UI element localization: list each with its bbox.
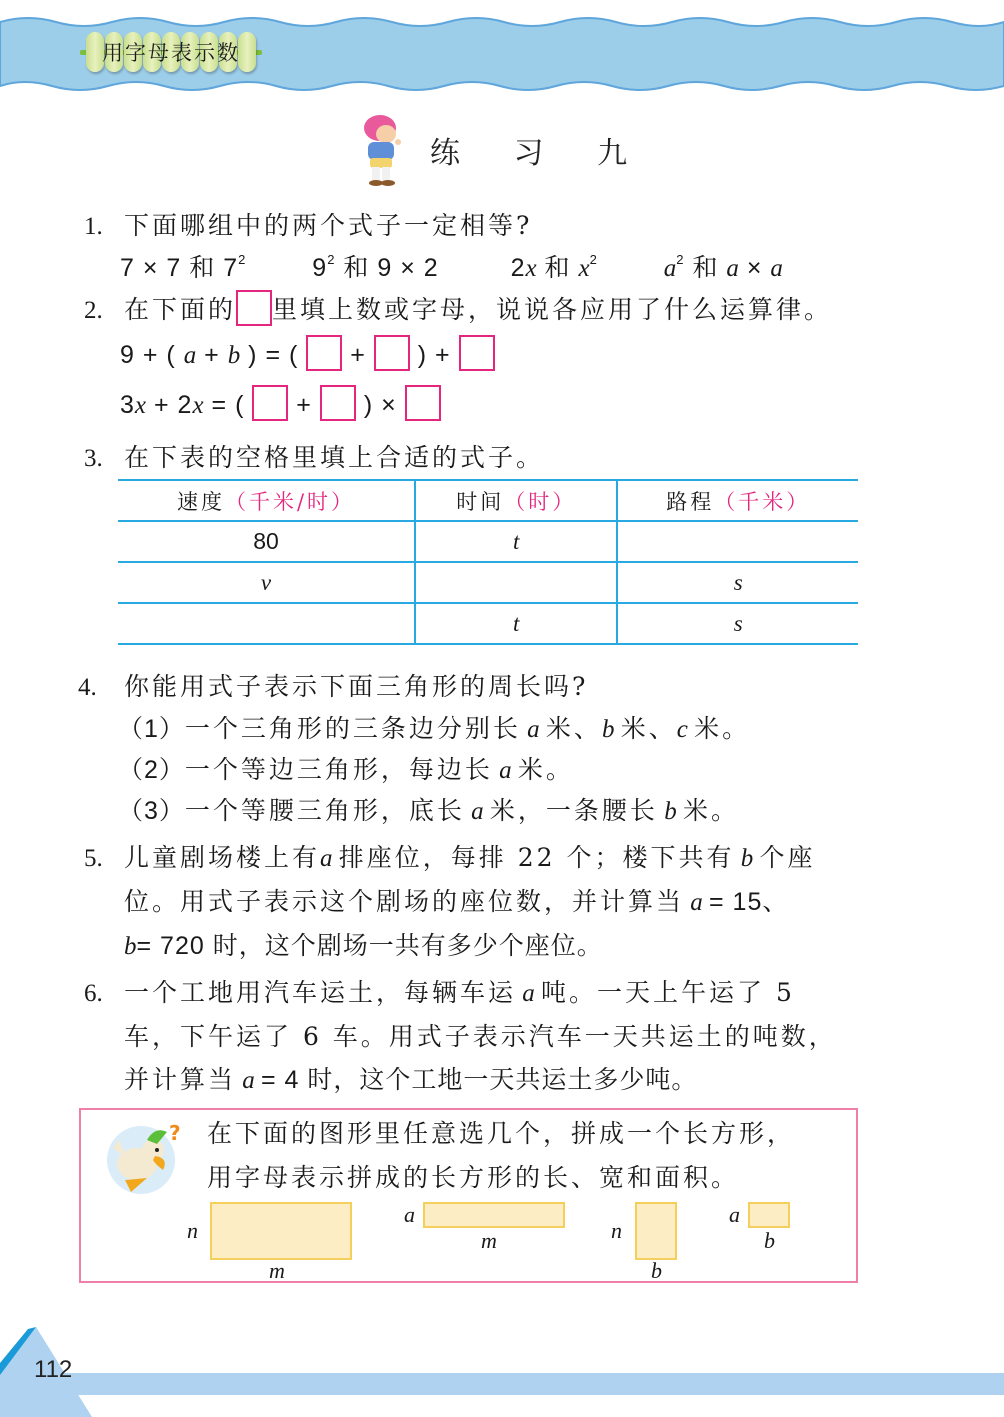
blank-box-input[interactable] [320,385,356,421]
girl-mascot-icon [360,112,404,188]
header-time: 时间（时） [415,480,617,521]
option-4: $a^2$ 和 a × a [663,252,783,282]
challenge-text-line-2: 用字母表示拼成的长方形的长、宽和面积。 [207,1163,740,1192]
option-1: 7 × 7 和 $7^2$ [120,252,247,282]
table-cell: s [617,603,858,644]
chapter-tag [80,32,262,72]
question-number: 2. [84,297,103,324]
blank-box-example [236,290,272,326]
shape-4-width-label: b [764,1228,775,1253]
challenge-box [79,1108,858,1283]
blank-box-input[interactable] [405,385,441,421]
option-2: $9^2$ 和 9 × 2 [312,252,439,282]
blank-box-input[interactable] [306,335,342,371]
exercise-title: 练 习 九 [430,136,650,171]
table-row [118,562,858,603]
question-6-line-2: 车，下午运了 6 车。用式子表示汽车一天共运土的吨数， [124,1022,837,1051]
blank-box-input[interactable] [459,335,495,371]
question-4 [78,667,588,703]
shape-rect-a-by-m[interactable] [423,1202,565,1228]
question-6-line-3: 并计算当 a = 4 时，这个工地一天共运土多少吨。 [124,1065,698,1094]
header-speed: 速度（千米/时） [118,480,415,521]
option-3: 2x 和 $x^2$ [510,252,598,282]
question-number: 3. [84,445,103,472]
header-distance: 路程（千米） [617,480,858,521]
question-text: 下面哪组中的两个式子一定相等? [124,211,533,240]
question-3 [84,438,544,474]
question-1-options [120,248,783,284]
svg-text:?: ? [169,1121,181,1145]
table-cell: 80 [118,521,415,562]
shape-3-width-label: b [651,1258,662,1283]
question-5-line-2: 位。用式子表示这个剧场的座位数，并计算当 a = 15、 [124,887,789,916]
question-number: 6. [84,980,103,1007]
shape-2-width-label: m [481,1228,497,1253]
table-row [118,603,858,644]
challenge-text-line-1: 在下面的图形里任意选几个，拼成一个长方形， [207,1119,796,1148]
table-cell: t [415,603,617,644]
exercise-title-row [360,112,649,188]
table-header-row [118,480,858,521]
shape-1-height-label: n [187,1218,198,1243]
question-number: 4. [78,674,97,701]
question-number: 5. [84,845,103,872]
page-number: 112 [34,1356,73,1383]
question-4-item-3: （3）一个等腰三角形，底长 a 米，一条腰长 b 米。 [118,796,739,825]
footer-bar [40,1373,1004,1395]
question-text: 在下表的空格里填上合适的式子。 [124,443,545,472]
shape-1-width-label: m [269,1258,285,1283]
shape-rect-n-by-b[interactable] [635,1202,677,1260]
blank-box-input[interactable] [252,385,288,421]
question-4-item-1: （1）一个三角形的三条边分别长 a 米、b 米、c 米。 [118,714,751,743]
question-1 [84,206,532,242]
question-number: 1. [84,213,103,240]
shape-3-height-label: n [611,1218,622,1243]
question-text: 你能用式子表示下面三角形的周长吗? [124,672,589,701]
question-4-item-2: （2）一个等边三角形，每边长 a 米。 [118,755,574,784]
question-5-line-3: b= 720 时，这个剧场一共有多少个座位。 [124,932,603,960]
question-5: 5. 儿童剧场楼上有a 排座位，每排 22 个；楼下共有 b 个座 [84,843,816,872]
table-cell: v [118,562,415,603]
blank-box-input[interactable] [374,335,410,371]
question-2: 2. 在下面的 里填上数或字母，说说各应用了什么运算律。 [84,290,832,326]
speed-time-distance-table [118,479,858,645]
table-cell: t [415,521,617,562]
shape-4-height-label: a [729,1202,740,1227]
equation-distributive: 3x + 2x = ( + ) × [120,385,441,421]
table-cell-blank[interactable] [415,562,617,603]
chapter-title: 用字母表示数 [102,41,240,65]
table-cell: s [617,562,858,603]
question-6: 6. 一个工地用汽车运土，每辆车运 a 吨。一天上午运了 5 [84,978,795,1007]
table-cell-blank[interactable] [118,603,415,644]
shape-square-a-by-b[interactable] [748,1202,790,1228]
table-row [118,521,858,562]
table-cell-blank[interactable] [617,521,858,562]
shape-2-height-label: a [404,1202,415,1227]
duck-question-icon [103,1118,187,1198]
equation-associative: 9 + ( a + b ) = ( + ) + [120,335,495,371]
shape-rect-n-by-m[interactable] [210,1202,352,1260]
